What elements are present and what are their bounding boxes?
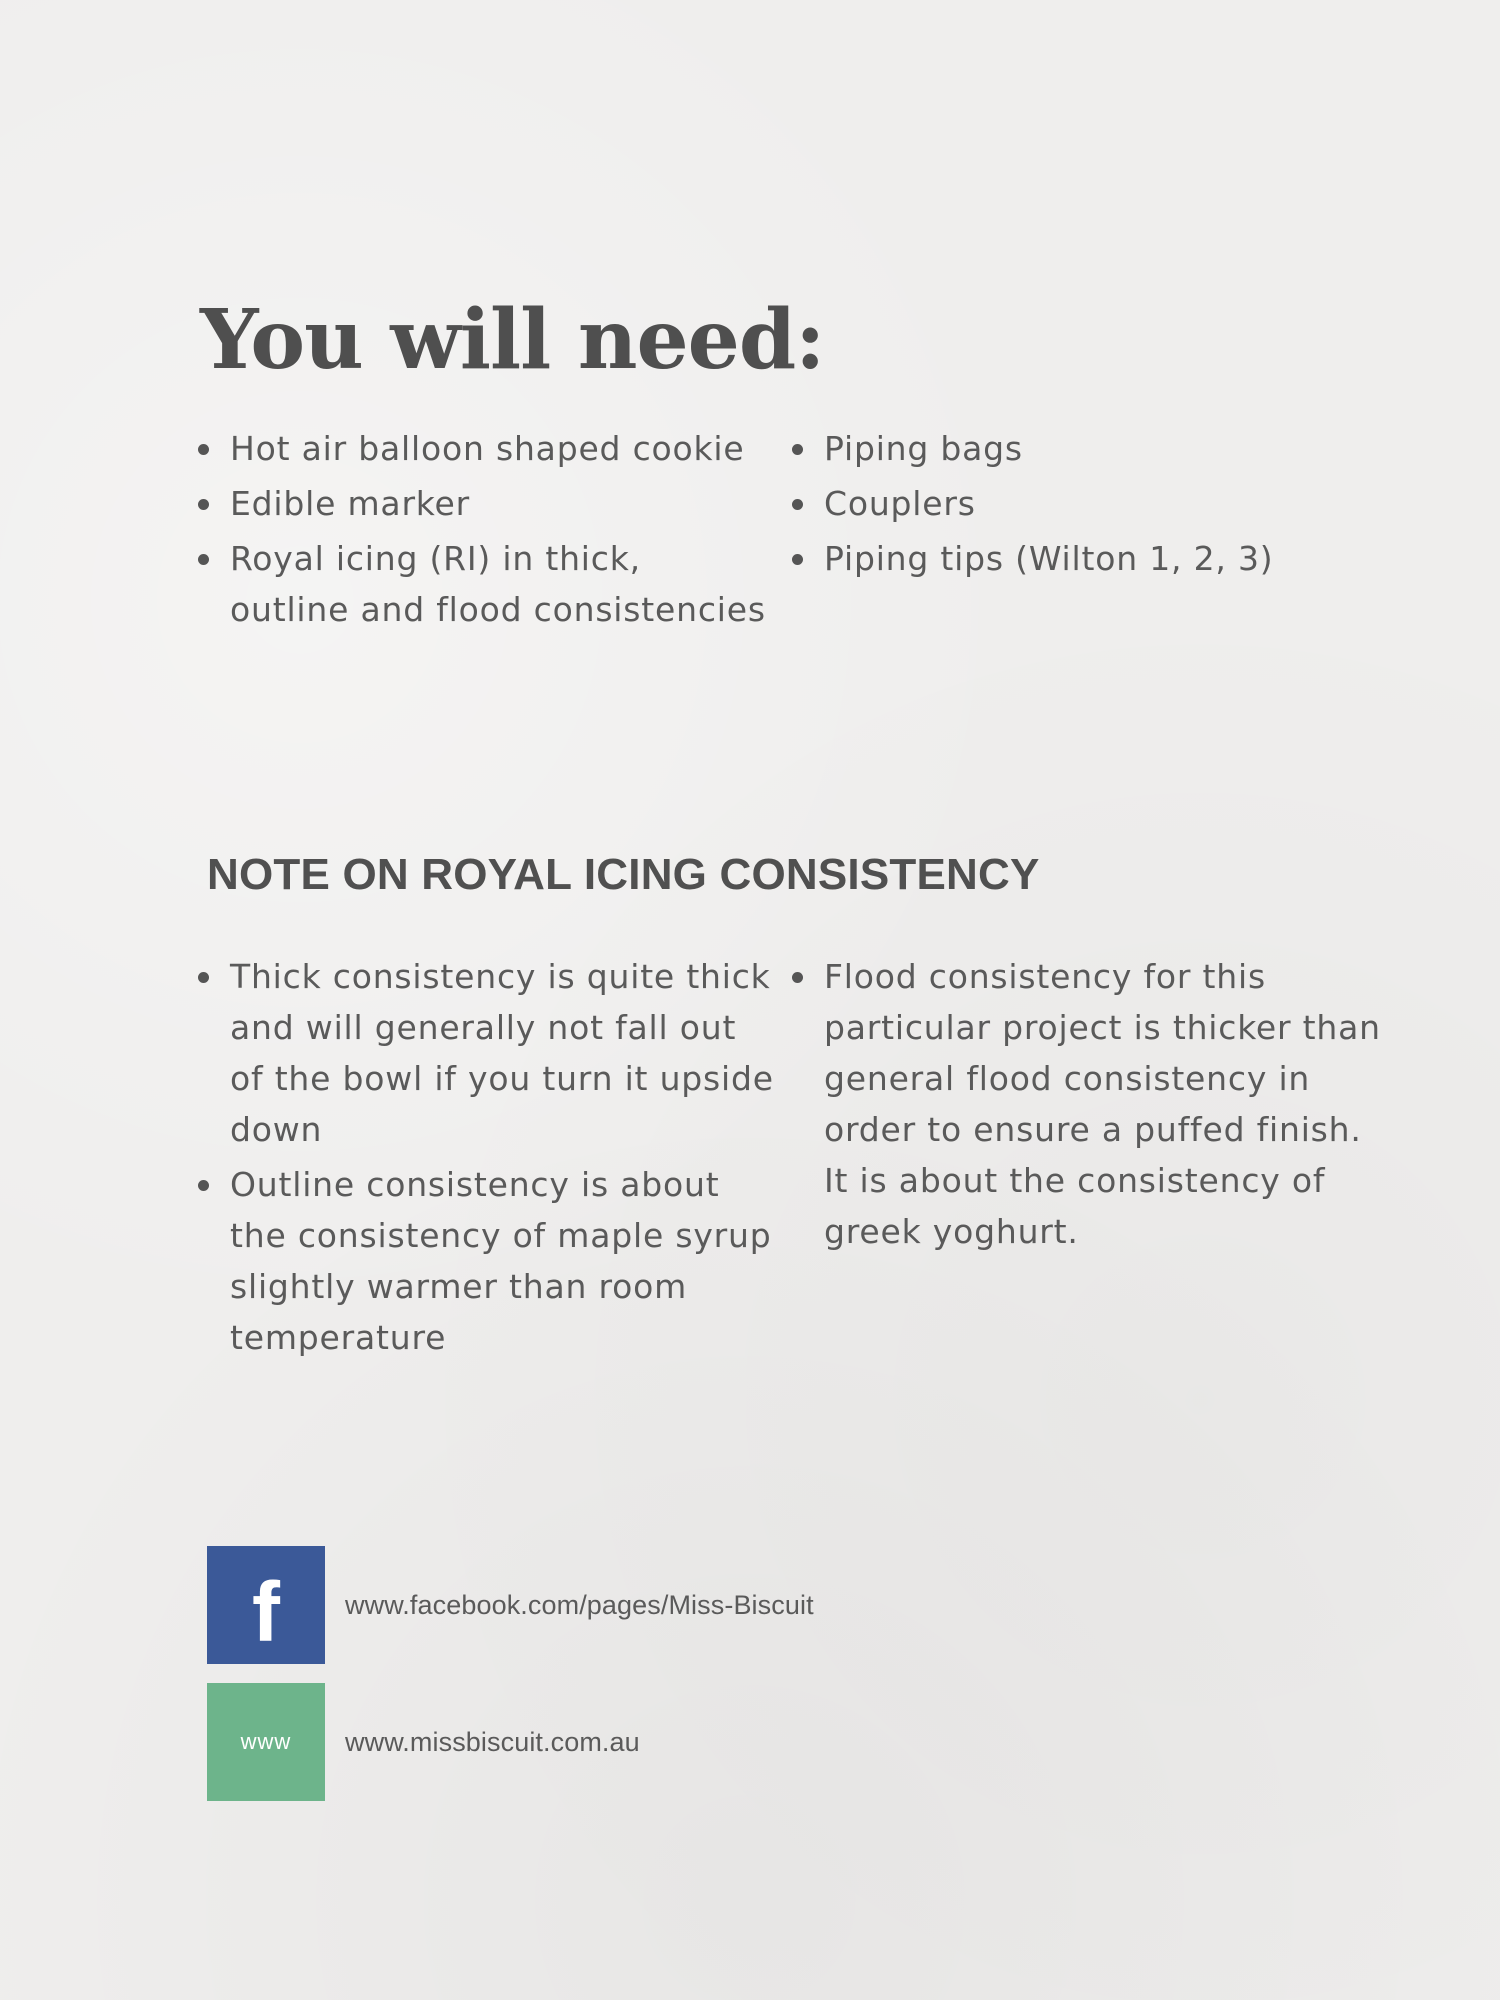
facebook-link[interactable]: www.facebook.com/pages/Miss-Biscuit (345, 1589, 814, 1620)
needs-list-left (198, 423, 768, 639)
list-item: Thick consistency is quite thick and will generally not fall out of the bowl if you turn it upside down (198, 951, 778, 1155)
list-item: Edible marker (198, 478, 768, 529)
needs-list-right (792, 423, 1352, 588)
note-heading: NOTE ON ROYAL ICING CONSISTENCY (207, 850, 1040, 899)
list-item: Outline consistency is about the consistency of maple syrup slightly warmer than room temperature (198, 1159, 778, 1363)
list-item: Couplers (792, 478, 1352, 529)
website-link[interactable]: www.missbiscuit.com.au (345, 1726, 640, 1757)
list-item: Piping tips (Wilton 1, 2, 3) (792, 533, 1352, 584)
list-item: Flood consistency for this particular project is thicker than general flood consistency in order to ensure a puffed finish. It is about the consistency of greek yoghurt. (792, 951, 1392, 1257)
list-item: Hot air balloon shaped cookie (198, 423, 768, 474)
list-item: Royal icing (RI) in thick, outline and flood consistencies (198, 533, 768, 635)
facebook-icon[interactable] (207, 1546, 325, 1664)
note-list-right (792, 951, 1392, 1261)
you-will-need-heading: You will need: (200, 292, 825, 388)
www-glyph: www (240, 1729, 292, 1754)
facebook-f-glyph: f (252, 1565, 280, 1659)
note-list-left (198, 951, 778, 1367)
list-item: Piping bags (792, 423, 1352, 474)
globe-www-icon[interactable] (207, 1683, 325, 1801)
